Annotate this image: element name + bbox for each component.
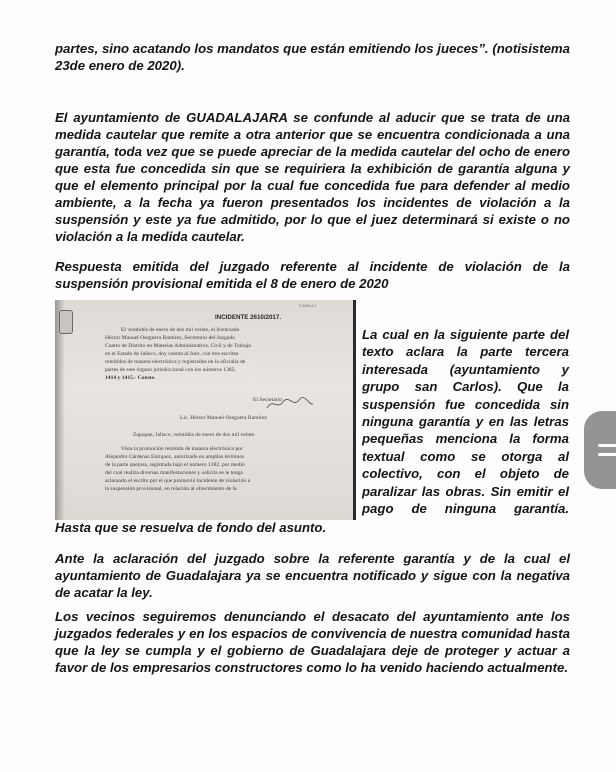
doc-body-line: del cual realiza diversas manifestaciones y solicita se le tenga: [105, 470, 243, 476]
paragraph-aclaracion: Ante la aclaración del juzgado sobre la referente garantía y de la cual el ayuntamiento de Guadalajara ya se encuentra notificado y sigue con la negativa de acatar la ley.: [55, 551, 570, 600]
paragraph-quote: partes, sino acatando los mandatos que están emitiendo los jueces”. (notisistema 23de enero de 2020).: [55, 41, 570, 73]
side-paragraph: La cual en la siguiente parte del texto aclara la parte tercera interesada (ayuntamiento y grupo san Carlos). Que la suspensión fue concedida sin ninguna garantía y en las letras pequeñas menciona la forma textual como se otorga al colectivo, con el objeto de paralizar las obras. Sin emitir el pago de ninguna garantía.: [362, 327, 569, 517]
seal-stamp: [59, 310, 73, 334]
paragraph-ayuntamiento: El ayuntamiento de GUADALAJARA se confunde al aducir que se trata de una medida cautelar que remite a otra anterior que se encuentra condicionada a una garantía, toda vez que se puede apreciar de la medida cautelar del ocho de enero que esta fue concedida sin que se requiriera la exhibición de garantía alguna y que el elemento principal por la cual fue concedida fue para defender al medio ambiente, a la fecha ya fueron presentados los incidentes de violación a la suspensión y este ya fue admitido, por lo que el juez determinará si existe o no violación a la medida cautelar.: [55, 110, 570, 244]
doc-line: partes de este órgano jurisdiccional con los números 1382,: [105, 367, 236, 373]
doc-line: remitidos de manera electrónica y registrados en la oficialía de: [105, 359, 246, 365]
doc-line: en el Estado de Jalisco, doy cuenta al Juez, con tres escritos: [105, 351, 239, 357]
drag-handle-icon: [598, 453, 616, 456]
doc-line: El veintidós de enero de dos mil veinte, el licenciado: [121, 327, 240, 333]
doc-date-line: Zapopan, Jalisco, veintidós de enero de dos mil veinte.: [133, 432, 256, 438]
paragraph-vecinos: Los vecinos seguiremos denunciando el desacato del ayuntamiento ante los juzgados federales y en los espacios de convivencia de nuestra comunidad hasta que la ley se cumpla y el gobierno de Guadalajara deje de proteger y actuar a favor de los empresarios constructores como lo ha venido haciendo actualmente.: [55, 609, 570, 675]
drag-handle-icon: [598, 444, 616, 447]
doc-line: Héctor Manuel Oseguera Ramírez, Secretario del Juzgado: [105, 335, 236, 341]
signature-icon: [265, 396, 315, 412]
doc-corner-mark: F-0000-A-7: [299, 304, 317, 308]
doc-signature-name: Lic. Héctor Manuel Oseguera Ramírez: [180, 415, 267, 421]
doc-secretary-label: El Secretario: [253, 397, 283, 403]
doc-body-line: aclarando el escrito por el que promovió incidente de violación a: [105, 478, 251, 484]
scroll-handle[interactable]: [584, 411, 616, 489]
doc-line: Cuarto de Distrito en Materias Administrativa, Civil y de Trabajo: [105, 343, 252, 349]
paragraph-hasta: Hasta que se resuelva de fondo del asunto.: [55, 520, 327, 535]
doc-body-line: Alejandro Cárdenas Enríquez, autorizado en amplios términos: [105, 454, 245, 460]
doc-body-line: la suspensión provisional, en relación al ofrecimiento de la: [105, 486, 237, 492]
doc-body-line: Vista la promoción remitida de manera electrónica por: [121, 446, 243, 452]
paragraph-respuesta: Respuesta emitida del juzgado referente al incidente de violación de la suspensión provisional emitida el 8 de enero de 2020: [55, 259, 570, 291]
doc-title: INCIDENTE 2610/2017.: [215, 314, 282, 321]
court-document-photo: [55, 300, 356, 520]
doc-line: 1414 y 1415.- Conste.: [105, 375, 156, 381]
doc-body-line: de la parte quejosa, registrada bajo el número 1382, por medio: [105, 462, 245, 468]
